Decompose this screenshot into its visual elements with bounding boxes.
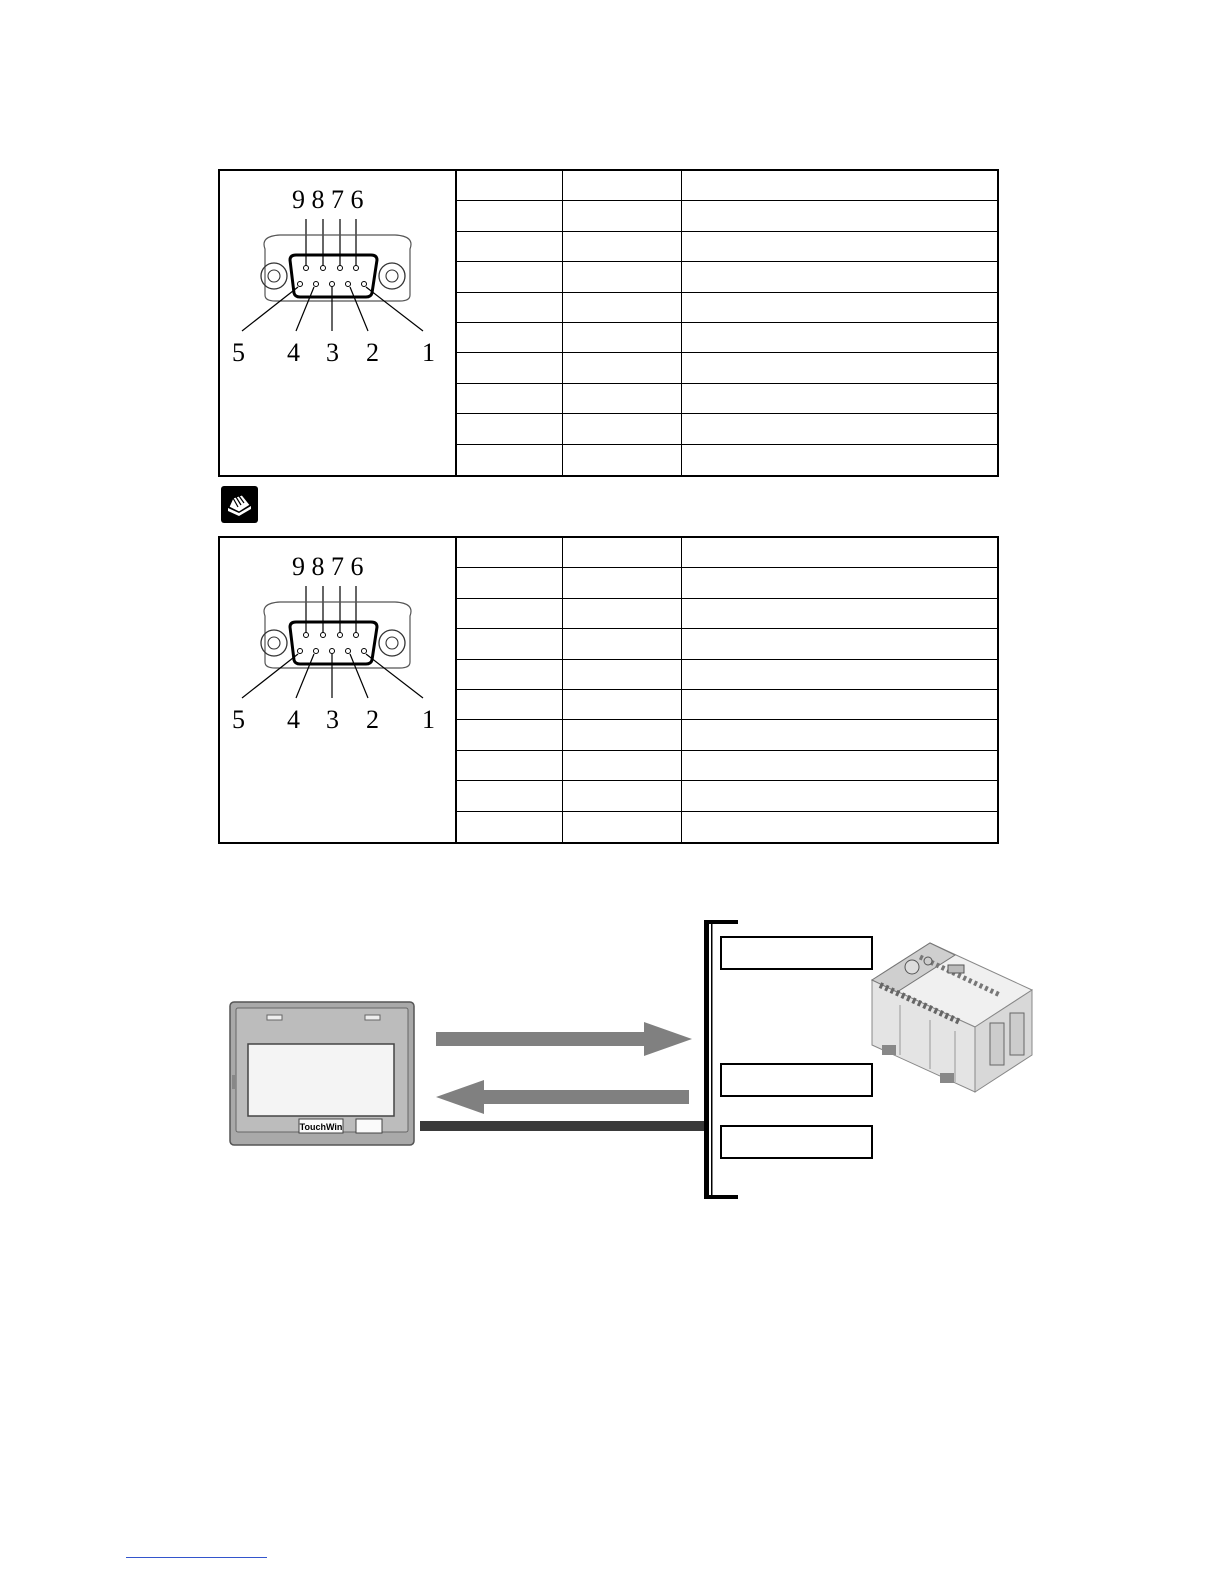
footer-link-underline — [126, 1557, 267, 1558]
pin-label-4: 4 — [287, 338, 300, 367]
pin-label-3: 3 — [326, 705, 339, 734]
hmi-panel-image — [230, 1002, 414, 1145]
table-row — [457, 262, 997, 292]
book-note-icon — [221, 486, 258, 523]
pin-label-5: 5 — [232, 705, 245, 734]
db9-connector-icon — [220, 538, 457, 738]
table-row — [457, 751, 997, 781]
table-row — [457, 171, 997, 201]
table-row — [457, 293, 997, 323]
table-row — [457, 232, 997, 262]
table-row — [457, 201, 997, 231]
send-arrow — [436, 1022, 692, 1056]
plc-label-box-1 — [721, 937, 872, 969]
db9-connector-diagram-2 — [220, 538, 457, 842]
table-row — [457, 323, 997, 353]
db9-connector-icon — [220, 171, 457, 371]
table-row — [457, 812, 997, 842]
hmi-brand-label: TouchWin — [299, 1122, 343, 1132]
table-row — [457, 629, 997, 659]
pin-label-4: 4 — [287, 705, 300, 734]
pin-label-1: 1 — [422, 705, 435, 734]
table-row — [457, 445, 997, 475]
pin-table-2 — [218, 536, 999, 844]
table-row — [457, 660, 997, 690]
table-row — [457, 538, 997, 568]
plc-device-image — [872, 943, 1032, 1092]
pin-grid-1 — [457, 171, 997, 475]
pin-label-1: 1 — [422, 338, 435, 367]
table-row — [457, 414, 997, 444]
table-row — [457, 781, 997, 811]
pin-label-5: 5 — [232, 338, 245, 367]
db9-connector-diagram-1 — [220, 171, 457, 475]
pin-label-2: 2 — [366, 705, 379, 734]
pin-label-3: 3 — [326, 338, 339, 367]
table-row — [457, 720, 997, 750]
table-row — [457, 353, 997, 383]
hmi-plc-connection-diagram — [210, 905, 1040, 1215]
top-pin-labels: 9 8 7 6 — [292, 552, 364, 581]
receive-arrow — [436, 1080, 689, 1114]
communication-cable — [420, 1121, 704, 1131]
plc-label-box-3 — [721, 1126, 872, 1158]
pin-label-2: 2 — [366, 338, 379, 367]
pin-table-1 — [218, 169, 999, 477]
table-row — [457, 568, 997, 598]
plc-label-box-2 — [721, 1064, 872, 1096]
table-row — [457, 690, 997, 720]
table-row — [457, 384, 997, 414]
top-pin-labels: 9 8 7 6 — [292, 185, 364, 214]
pin-grid-2 — [457, 538, 997, 842]
table-row — [457, 599, 997, 629]
